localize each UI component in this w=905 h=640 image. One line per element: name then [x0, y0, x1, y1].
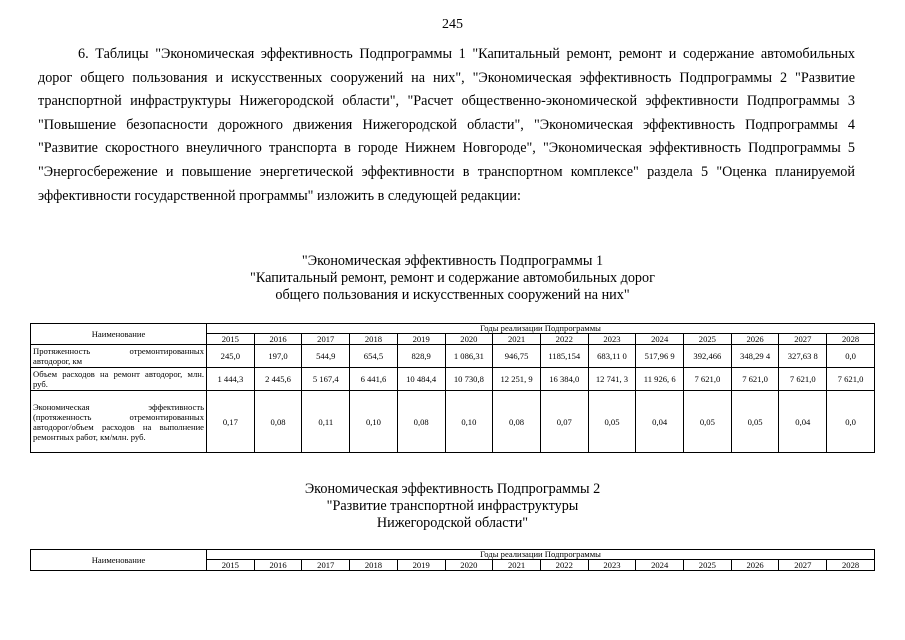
year-header-cell: 2026 — [731, 560, 779, 571]
year-header-cell: 2027 — [779, 560, 827, 571]
table-row — [31, 345, 875, 368]
table2-header-name: Наименование — [31, 550, 207, 571]
table1-title-line: "Экономическая эффективность Подпрограммы 1 — [301, 253, 604, 269]
table1-header-name: Наименование — [31, 324, 207, 345]
value-cell: 1 086,31 — [445, 345, 493, 368]
year-header-cell: 2015 — [207, 560, 255, 571]
year-header-cell: 2019 — [397, 560, 445, 571]
year-header-cell: 2026 — [731, 334, 779, 345]
value-cell: 12 741, 3 — [588, 368, 636, 391]
year-header-cell: 2015 — [207, 334, 255, 345]
year-header-cell: 2028 — [827, 334, 875, 345]
year-header-cell: 2019 — [397, 334, 445, 345]
value-cell: 0,10 — [350, 391, 398, 453]
value-cell: 544,9 — [302, 345, 350, 368]
year-header-cell: 2022 — [540, 334, 588, 345]
value-cell: 0,05 — [588, 391, 636, 453]
year-header-cell: 2016 — [254, 334, 302, 345]
value-cell: 11 926, 6 — [636, 368, 684, 391]
value-cell: 0,04 — [779, 391, 827, 453]
value-cell: 2 445,6 — [254, 368, 302, 391]
value-cell: 1185,154 — [540, 345, 588, 368]
row-name-cell: Протяженность отремонтированных автодорог, км — [31, 345, 207, 368]
year-header-cell: 2020 — [445, 334, 493, 345]
year-header-cell: 2024 — [636, 334, 684, 345]
table1-title-line: общего пользования и искусственных сооружений на них" — [275, 287, 630, 303]
year-header-cell: 2023 — [588, 560, 636, 571]
year-header-cell: 2018 — [350, 560, 398, 571]
value-cell: 245,0 — [207, 345, 255, 368]
value-cell: 348,29 4 — [731, 345, 779, 368]
value-cell: 1 444,3 — [207, 368, 255, 391]
value-cell: 0,0 — [827, 345, 875, 368]
table2-title — [0, 481, 905, 532]
table1-efficiency — [30, 323, 875, 453]
value-cell: 392,466 — [684, 345, 732, 368]
table2-title-line: Экономическая эффективность Подпрограммы 2 — [304, 481, 601, 497]
value-cell: 10 730,8 — [445, 368, 493, 391]
value-cell: 7 621,0 — [779, 368, 827, 391]
year-header-cell: 2021 — [493, 560, 541, 571]
value-cell: 0,05 — [731, 391, 779, 453]
table1-title-line: "Капитальный ремонт, ремонт и содержание автомобильных дорог — [250, 270, 655, 286]
value-cell: 327,63 8 — [779, 345, 827, 368]
table1-title — [0, 253, 905, 304]
value-cell: 828,9 — [397, 345, 445, 368]
value-cell: 654,5 — [350, 345, 398, 368]
value-cell: 946,75 — [493, 345, 541, 368]
row-name-cell: Экономическая эффективность (протяженность отремонтированных автодорог/объем расходов на выполнение ремонтных работ, км/млн. руб. — [31, 391, 207, 453]
row-name-cell: Объем расходов на ремонт автодорог, млн. руб. — [31, 368, 207, 391]
year-header-cell: 2021 — [493, 334, 541, 345]
value-cell: 0,10 — [445, 391, 493, 453]
value-cell: 517,96 9 — [636, 345, 684, 368]
year-header-cell: 2016 — [254, 560, 302, 571]
value-cell: 0,05 — [684, 391, 732, 453]
year-header-cell: 2023 — [588, 334, 636, 345]
table2-efficiency — [30, 549, 875, 571]
year-header-cell: 2025 — [684, 560, 732, 571]
year-header-cell: 2022 — [540, 560, 588, 571]
value-cell: 7 621,0 — [684, 368, 732, 391]
value-cell: 0,17 — [207, 391, 255, 453]
value-cell: 197,0 — [254, 345, 302, 368]
value-cell: 16 384,0 — [540, 368, 588, 391]
page-number: 245 — [442, 17, 463, 32]
value-cell: 0,0 — [827, 391, 875, 453]
year-header-cell: 2020 — [445, 560, 493, 571]
value-cell: 5 167,4 — [302, 368, 350, 391]
value-cell: 0,04 — [636, 391, 684, 453]
year-header-cell: 2024 — [636, 560, 684, 571]
year-header-cell: 2017 — [302, 334, 350, 345]
year-header-cell: 2027 — [779, 334, 827, 345]
value-cell: 7 621,0 — [827, 368, 875, 391]
value-cell: 0,08 — [397, 391, 445, 453]
year-header-cell: 2025 — [684, 334, 732, 345]
value-cell: 0,11 — [302, 391, 350, 453]
value-cell: 0,08 — [493, 391, 541, 453]
value-cell: 6 441,6 — [350, 368, 398, 391]
value-cell: 683,11 0 — [588, 345, 636, 368]
value-cell: 0,07 — [540, 391, 588, 453]
value-cell: 12 251, 9 — [493, 368, 541, 391]
value-cell: 10 484,4 — [397, 368, 445, 391]
amendment-paragraph: 6. Таблицы "Экономическая эффективность Подпрограммы 1 "Капитальный ремонт, ремонт и содержание автомобильных дорог общего пользования и искусственных сооружений на них", "Экономическая эффективность Подпрограммы 2 "Развитие транспортной инфраструктуры Нижегородской области", "Расчет общественно-экономической эффективности Подпрограммы 3 "Повышение безопасности дорожного движения Нижегородской области", "Экономическая эффективность Подпрограммы 4 "Развитие скоростного внеуличного транспорта в городе Нижнем Новгороде", "Экономическая эффективность Подпрограммы 5 "Энергосбережение и повышение энергетической эффективности в транспортном комплексе" раздела 5 "Оценка планируемой эффективности государственной программы" изложить в следующей редакции: — [38, 46, 855, 204]
value-cell: 7 621,0 — [731, 368, 779, 391]
table2-title-line: "Развитие транспортной инфраструктуры — [326, 498, 579, 514]
year-header-cell: 2018 — [350, 334, 398, 345]
table-row — [31, 368, 875, 391]
table-row — [31, 391, 875, 453]
value-cell: 0,08 — [254, 391, 302, 453]
table2-title-line: Нижегородской области" — [376, 515, 529, 531]
year-header-cell: 2017 — [302, 560, 350, 571]
year-header-cell: 2028 — [827, 560, 875, 571]
table1-header-years: Годы реализации Подпрограммы — [207, 324, 875, 334]
table2-header-years: Годы реализации Подпрограммы — [207, 550, 875, 560]
